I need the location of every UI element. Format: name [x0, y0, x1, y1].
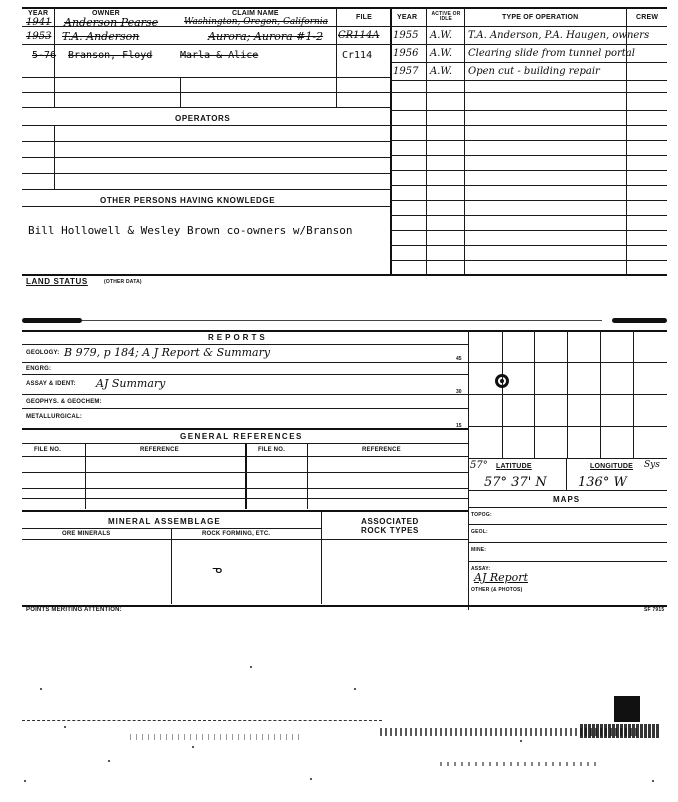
ref-reference-header-2: REFERENCE — [362, 447, 401, 453]
ops-row-3-year: 1957 — [393, 66, 419, 77]
maps-header: MAPS — [553, 495, 581, 504]
mine-label: MINE: — [471, 547, 487, 553]
reports-header: REPORTS — [208, 333, 268, 342]
assay-map-label: ASSAY: — [471, 566, 491, 572]
owner-row-1-claim: Washington, Oregon, California — [184, 17, 329, 27]
other-persons-text: Bill Hollowell & Wesley Brown co-owners w/Branson — [28, 224, 353, 237]
mineral-assemblage-header: MINERAL ASSEMBLAGE — [108, 517, 221, 526]
ops-row-1-type: T.A. Anderson, P.A. Haugen, owners — [468, 30, 650, 41]
owner-row-3-owner: Branson, Floyd — [68, 50, 153, 61]
geology-label: GEOLOGY: — [26, 350, 60, 356]
rock-forming-mark: ᓀ — [212, 562, 223, 576]
owner-section — [0, 0, 678, 280]
ops-year-column-header: YEAR — [397, 14, 418, 21]
ops-row-3-type: Open cut - building repair — [468, 66, 600, 77]
associated-rock-types-header: ASSOCIATED ROCK TYPES — [360, 517, 419, 535]
ops-row-2-year: 1956 — [393, 48, 419, 59]
latitude-value: 57° 37' N — [484, 475, 547, 490]
operators-header: OPERATORS — [175, 114, 231, 123]
rock-forming-header: ROCK FORMING, ETC. — [202, 531, 271, 537]
ref-file-no-header-1: FILE NO. — [34, 447, 61, 453]
points-meriting-attention-label: POINTS MERITING ATTENTION: — [26, 607, 122, 613]
geophys-label: GEOPHYS. & GEOCHEM: — [26, 399, 102, 405]
land-status-label: LAND STATUS — [26, 277, 88, 286]
owner-row-2-claim: Aurora; Aurora #1-2 — [208, 30, 324, 43]
geology-value: B 979, p 184; A J Report & Summary — [64, 346, 271, 359]
owner-row-2-year: 1953 — [26, 31, 52, 42]
owner-row-1-owner: Anderson Pearse — [64, 16, 159, 29]
smudged-divider — [22, 318, 667, 324]
owner-row-3-claim: Marla & Alice — [180, 50, 259, 61]
mark-15: 15 — [456, 423, 462, 429]
mark-45: 45 — [456, 356, 462, 362]
assay-ident-label: ASSAY & IDENT: — [26, 381, 76, 387]
land-status-sub: (OTHER DATA) — [104, 279, 142, 285]
year-column-header: YEAR — [28, 10, 49, 17]
longitude-value: 136° W — [578, 475, 627, 490]
geol-label: GEOL: — [471, 529, 488, 535]
longitude-label: LONGITUDE — [590, 463, 634, 470]
ops-row-1-year: 1955 — [393, 30, 419, 41]
longitude-suffix: Sys — [644, 460, 660, 470]
ore-minerals-header: ORE MINERALS — [62, 531, 111, 537]
latitude-label: LATITUDE — [496, 463, 532, 470]
owner-column-header: OWNER — [92, 10, 120, 17]
mark-30: 30 — [456, 389, 462, 395]
latitude-prefix: 57° — [470, 460, 488, 471]
ref-file-no-header-2: FILE NO. — [258, 447, 285, 453]
crew-column-header: CREW — [636, 14, 659, 21]
ops-row-2-status: A.W. — [430, 48, 453, 59]
assay-ident-value: AJ Summary — [96, 377, 166, 390]
ref-reference-header-1: REFERENCE — [140, 447, 179, 453]
owner-row-2-file: CR114A — [338, 30, 380, 41]
owner-row-1-year: 1941 — [26, 17, 52, 28]
assay-map-value: AJ Report — [474, 571, 528, 584]
file-column-header: FILE — [356, 14, 372, 21]
ops-row-1-status: A.W. — [430, 30, 453, 41]
other-persons-header: OTHER PERSONS HAVING KNOWLEDGE — [100, 196, 276, 205]
claim-name-column-header: CLAIM NAME — [232, 10, 279, 17]
type-of-operation-column-header: TYPE OF OPERATION — [502, 14, 579, 21]
general-references-header: GENERAL REFERENCES — [180, 432, 303, 441]
ops-row-2-type: Clearing slide from tunnel portal — [468, 48, 635, 59]
metallurgical-label: METALLURGICAL: — [26, 414, 83, 420]
topog-label: TOPOG: — [471, 512, 492, 518]
owner-row-3-file: Cr114 — [342, 50, 373, 61]
scan-artifacts — [0, 640, 678, 802]
owner-row-3-year: 5-76 — [32, 50, 57, 61]
active-idle-column-header: ACTIVE OR IDLE — [431, 11, 461, 22]
owner-row-2-owner: T.A. Anderson — [62, 30, 140, 43]
other-photos-label: OTHER (& PHOTOS) — [471, 587, 523, 593]
location-grid — [468, 330, 667, 458]
ops-row-3-status: A.W. — [430, 66, 453, 77]
form-number: SF 7915 — [644, 607, 665, 613]
engrg-label: ENGRG: — [26, 366, 52, 372]
reports-section — [0, 326, 678, 616]
